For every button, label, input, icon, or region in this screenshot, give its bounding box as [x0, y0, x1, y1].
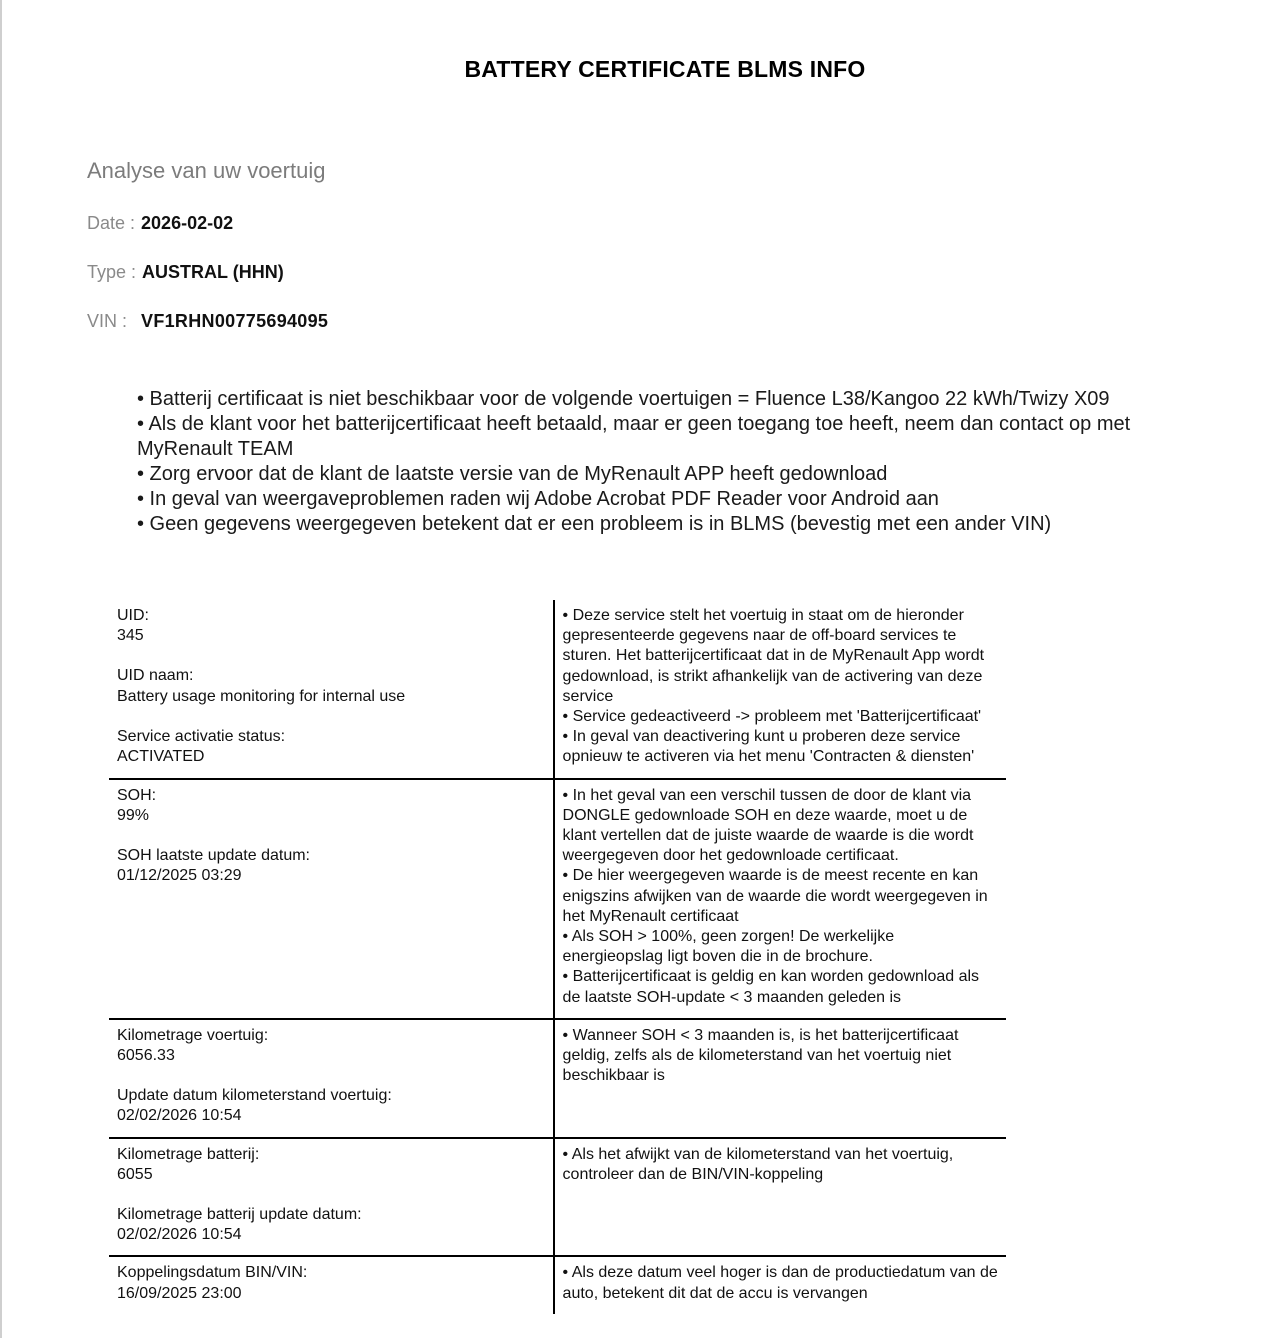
field	[117, 1205, 545, 1245]
row-fields	[109, 600, 554, 779]
table-row	[109, 1019, 1006, 1138]
info-bullet: • Als SOH > 100%, geen zorgen! De werkelijke energieopslag ligt boven die in de brochure.	[562, 928, 895, 966]
field-label: SOH laatste update datum:	[117, 847, 310, 865]
note-item: • Batterij certificaat is niet beschikbaar voor de volgende voertuigen = Fluence L38/Kangoo 22 kWh/Twizy X09	[137, 388, 1110, 410]
type-label: Type :	[87, 262, 137, 282]
field-value: 01/12/2025 03:29	[117, 867, 242, 885]
info-bullet: • Deze service stelt het voertuig in staat om de hieronder gepresenteerde gegevens naar de off-board services te sturen. Het batterijcertificaat dat in de MyRenault App wordt gedownload, is strikt afhankelijk van de activering van deze service	[562, 607, 985, 705]
vin-label: VIN :	[87, 311, 128, 331]
info-bullet: • In het geval van een verschil tussen de door de klant via DONGLE gedownloade SOH en deze waarde, moet u de klant vertellen dat de juiste waarde de waarde is die wordt weergegeven door het gedownloade certificaat.	[562, 786, 974, 865]
field-value: 99%	[117, 806, 150, 824]
field	[117, 786, 545, 826]
table-row	[109, 1138, 1006, 1257]
field-label: Koppelingsdatum BIN/VIN:	[117, 1264, 308, 1282]
field	[117, 1145, 545, 1185]
row-fields	[109, 1019, 554, 1138]
field	[117, 606, 545, 646]
field-label: UID:	[117, 607, 149, 624]
battery-info-table	[109, 600, 1006, 1314]
meta-type	[87, 262, 284, 283]
note-item: • Geen gegevens weergegeven betekent dat er een probleem is in BLMS (bevestig met een ander VIN)	[137, 513, 1052, 535]
field-label: SOH:	[117, 786, 157, 804]
meta-date	[87, 213, 233, 234]
table-row	[109, 600, 1006, 779]
field-label: UID naam:	[117, 667, 194, 685]
field-value: 02/02/2026 10:54	[117, 1226, 242, 1244]
date-value: 2026-02-02	[141, 213, 234, 233]
row-info	[554, 600, 1006, 779]
info-bullet: • In geval van deactivering kunt u proberen deze service opnieuw te activeren via het menu 'Contracten & diensten'	[562, 728, 975, 766]
field-value: 02/02/2026 10:54	[117, 1107, 242, 1125]
table-row	[109, 779, 1006, 1019]
field	[117, 1086, 545, 1126]
row-fields	[109, 779, 554, 1019]
field-value: ACTIVATED	[117, 748, 205, 766]
table-row	[109, 1256, 1006, 1313]
date-label: Date :	[87, 213, 136, 233]
info-bullet: • Als het afwijkt van de kilometerstand van het voertuig, controleer dan de BIN/VIN-koppeling	[562, 1145, 954, 1183]
row-info	[554, 1138, 1006, 1257]
field-value: Battery usage monitoring for internal use	[117, 687, 406, 705]
note-item: • Als de klant voor het batterijcertificaat heeft betaald, maar er geen toegang toe heeft, neem dan contact op met MyRenault TEAM	[137, 413, 1131, 460]
info-bullet: • Als deze datum veel hoger is dan de productiedatum van de auto, betekent dit dat de accu is vervangen	[562, 1264, 998, 1302]
field-value: 345	[117, 627, 144, 645]
field-label: Kilometrage voertuig:	[117, 1026, 269, 1044]
row-info	[554, 779, 1006, 1019]
info-bullet: • Service gedeactiveerd -> probleem met 'Batterijcertificaat'	[562, 708, 982, 726]
field-label: Kilometrage batterij update datum:	[117, 1206, 362, 1224]
field-label: Service activatie status:	[117, 727, 286, 745]
row-fields	[109, 1138, 554, 1257]
row-info	[554, 1019, 1006, 1138]
note-item: • In geval van weergaveproblemen raden wij Adobe Acrobat PDF Reader voor Android aan	[137, 488, 939, 510]
row-info	[554, 1256, 1006, 1313]
field	[117, 1263, 545, 1303]
info-bullet: • De hier weergegeven waarde is de meest recente en kan enigszins afwijken van de waarde die wordt weergegeven in het MyRenault certificaat	[562, 867, 988, 925]
field	[117, 846, 545, 886]
field	[117, 1026, 545, 1066]
vin-value: VF1RHN00775694095	[141, 311, 329, 331]
section-subtitle: Analyse van uw voertuig	[87, 158, 326, 183]
note-item: • Zorg ervoor dat de klant de laatste versie van de MyRenault APP heeft gedownload	[137, 463, 888, 485]
info-bullet: • Wanneer SOH < 3 maanden is, is het batterijcertificaat geldig, zelfs als de kilometerstand van het voertuig niet beschikbaar is	[562, 1026, 959, 1085]
field	[117, 727, 545, 767]
document-title: BATTERY CERTIFICATE BLMS INFO	[464, 56, 866, 82]
field-value: 6055	[117, 1165, 153, 1183]
meta-vin	[87, 311, 328, 332]
field-value: 16/09/2025 23:00	[117, 1284, 242, 1302]
field-label: Update datum kilometerstand voertuig:	[117, 1087, 392, 1105]
row-fields	[109, 1256, 554, 1313]
notes-list	[137, 387, 1217, 537]
field-value: 6056.33	[117, 1047, 175, 1065]
info-bullet: • Batterijcertificaat is geldig en kan worden gedownload als de laatste SOH-update < 3 maanden geleden is	[562, 968, 980, 1006]
field-label: Kilometrage batterij:	[117, 1145, 260, 1163]
field	[117, 666, 545, 706]
type-value: AUSTRAL (HHN)	[142, 262, 284, 282]
page-left-border	[0, 0, 2, 1338]
